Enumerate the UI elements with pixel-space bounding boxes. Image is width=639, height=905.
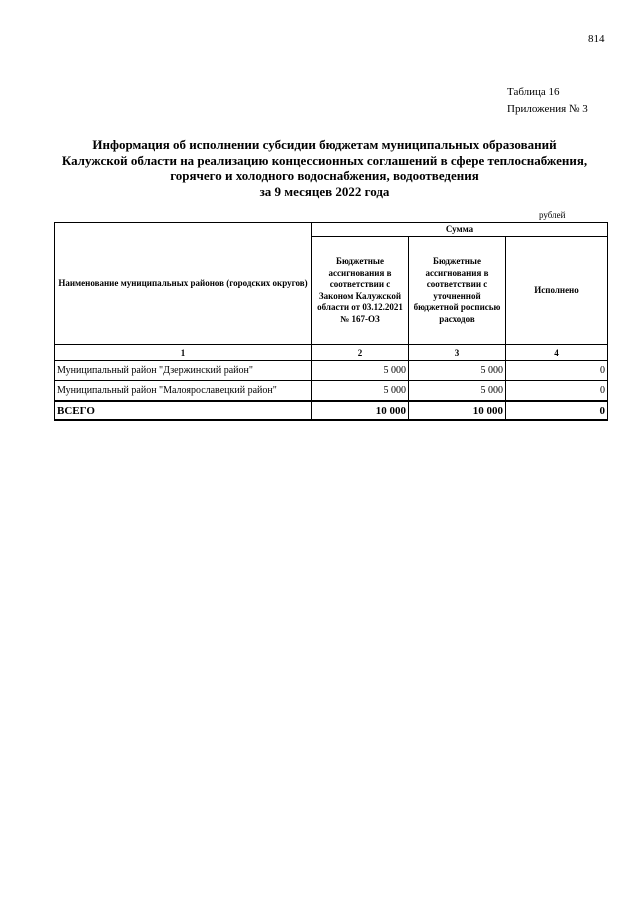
- executed-amount: 0: [506, 381, 608, 402]
- total-law-amount: 10 000: [312, 401, 409, 420]
- units-label: рублей: [539, 210, 566, 220]
- table-row: [55, 361, 608, 381]
- law-amount: 5 000: [312, 381, 409, 402]
- col-number: 2: [312, 345, 409, 361]
- header-row-sum: [55, 223, 608, 237]
- total-executed-amount: 0: [506, 401, 608, 420]
- title-line1: Информация об исполнении субсидии бюджетам муниципальных образований: [92, 137, 557, 152]
- refined-amount: 5 000: [409, 361, 506, 381]
- refined-amount: 5 000: [409, 381, 506, 402]
- col4-header: Исполнено: [506, 237, 608, 345]
- col-number: 4: [506, 345, 608, 361]
- title-line3: горячего и холодного водоснабжения, водоотведения: [170, 168, 479, 183]
- table-ref-line2: Приложения № 3: [507, 103, 588, 115]
- subsidy-table: [54, 222, 608, 421]
- district-name: Муниципальный район "Малоярославецкий район": [55, 381, 312, 402]
- column-numbers-row: [55, 345, 608, 361]
- total-row: [55, 401, 608, 420]
- executed-amount: 0: [506, 361, 608, 381]
- district-name: Муниципальный район "Дзержинский район": [55, 361, 312, 381]
- table-row: [55, 381, 608, 402]
- col3-header: Бюджетные ассигнования в соответствии с уточненной бюджетной росписью расходов: [409, 237, 506, 345]
- sum-header: Сумма: [312, 223, 608, 237]
- total-label: ВСЕГО: [55, 401, 312, 420]
- col2-header: Бюджетные ассигнования в соответствии с Законом Калужской области от 03.12.2021 № 167-ОЗ: [312, 237, 409, 345]
- page-number: 814: [588, 33, 605, 45]
- col-number: 3: [409, 345, 506, 361]
- table-reference: [507, 84, 588, 118]
- title-line2: Калужской области на реализацию концессионных соглашений в сфере теплоснабжения,: [61, 152, 588, 168]
- document-title: [40, 137, 609, 199]
- col-number: 1: [55, 345, 312, 361]
- total-refined-amount: 10 000: [409, 401, 506, 420]
- table-ref-line1: Таблица 16: [507, 86, 560, 98]
- col-name-header: Наименование муниципальных районов (городских округов): [55, 223, 312, 345]
- title-line4: за 9 месяцев 2022 года: [259, 183, 390, 199]
- law-amount: 5 000: [312, 361, 409, 381]
